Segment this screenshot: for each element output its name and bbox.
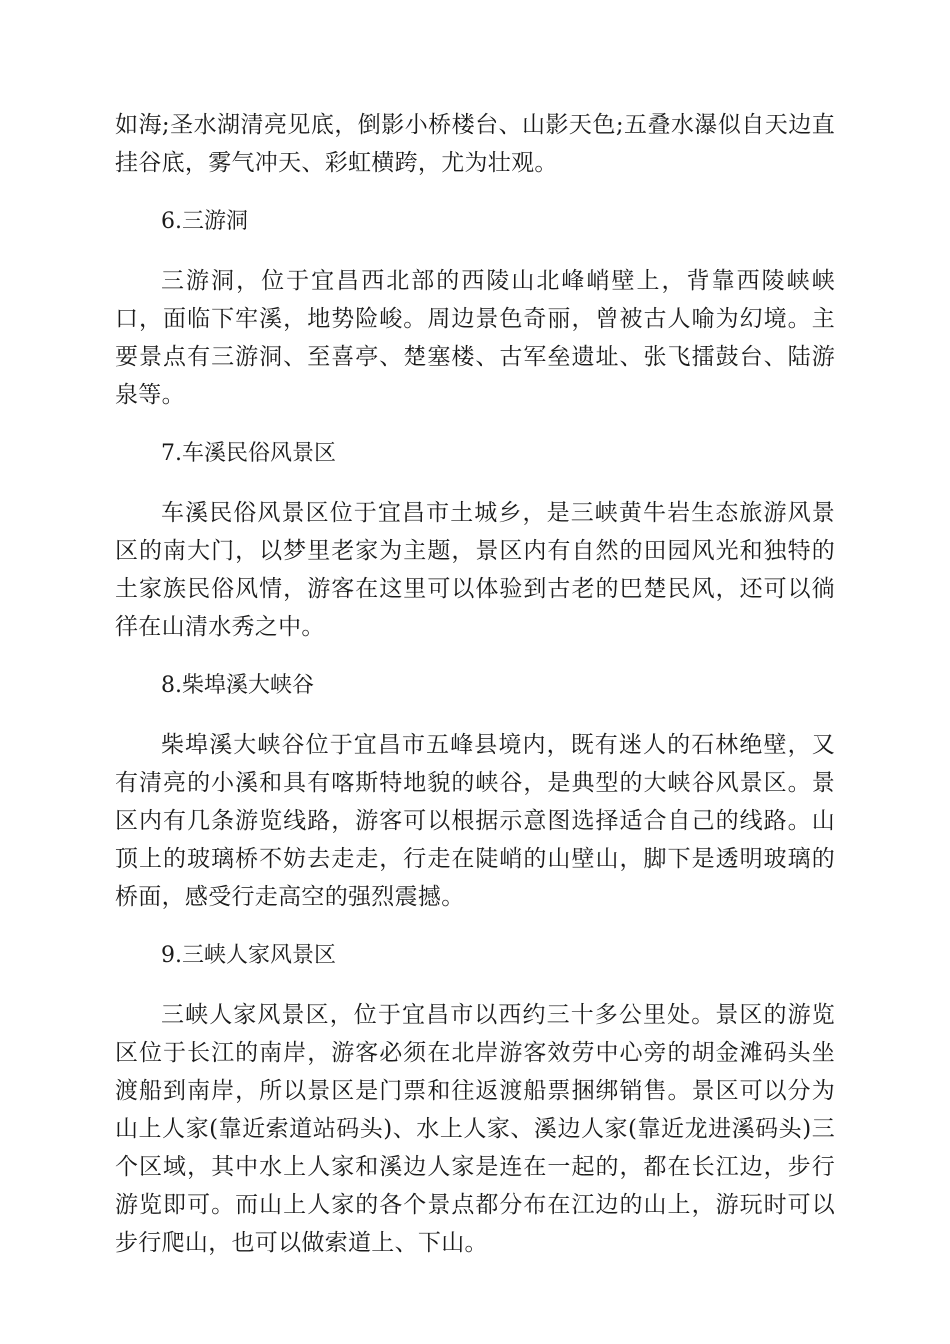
section-body-sanyoudong: 三游洞，位于宜昌西北部的西陵山北峰峭壁上，背靠西陵峡峡口，面临下牢溪，地势险峻。周边景色奇丽，曾被古人喻为幻境。主要景点有三游洞、至喜亭、楚塞楼、古军垒遗址、张飞擂鼓台、陆游泉等。 (115, 268, 835, 408)
section-heading-chaibuxi: 8.柴埠溪大峡谷 (161, 673, 314, 698)
section-heading-chexi: 7.车溪民俗风景区 (161, 441, 336, 466)
section-heading-sanyoudong: 6.三游洞 (161, 209, 248, 234)
section-body-chexi: 车溪民俗风景区位于宜昌市土城乡，是三峡黄牛岩生态旅游风景区的南大门，以梦里老家为主题，景区内有自然的田园风光和独特的土家族民俗风情，游客在这里可以体验到古老的巴楚民风，还可以徜徉在山清水秀之中。 (115, 500, 835, 640)
section-body-sanxia-renjia: 三峡人家风景区，位于宜昌市以西约三十多公里处。景区的游览区位于长江的南岸，游客必须在北岸游客效劳中心旁的胡金滩码头坐渡船到南岸，所以景区是门票和往返渡船票捆绑销售。景区可以分为山上人家(靠近索道站码头)、水上人家、溪边人家(靠近龙进溪码头)三个区域，其中水上人家和溪边人家是连在一起的，都在长江边，步行游览即可。而山上人家的各个景点都分布在江边的山上，游玩时可以步行爬山，也可以做索道上、下山。 (115, 1002, 835, 1256)
section-body-chaibuxi: 柴埠溪大峡谷位于宜昌市五峰县境内，既有迷人的石林绝壁，又有清亮的小溪和具有喀斯特地貌的峡谷，是典型的大峡谷风景区。景区内有几条游览线路，游客可以根据示意图选择适合自己的线路。山顶上的玻璃桥不妨去走走，行走在陡峭的山壁山，脚下是透明玻璃的桥面，感受行走高空的强烈震撼。 (115, 732, 835, 910)
document-page (115, 106, 835, 1262)
section-heading-sanxia-renjia: 9.三峡人家风景区 (161, 943, 336, 968)
intro-continuation-paragraph: 如海;圣水湖清亮见底，倒影小桥楼台、山影天色;五叠水瀑似自天边直挂谷底，雾气冲天、彩虹横跨，尤为壮观。 (115, 112, 835, 176)
